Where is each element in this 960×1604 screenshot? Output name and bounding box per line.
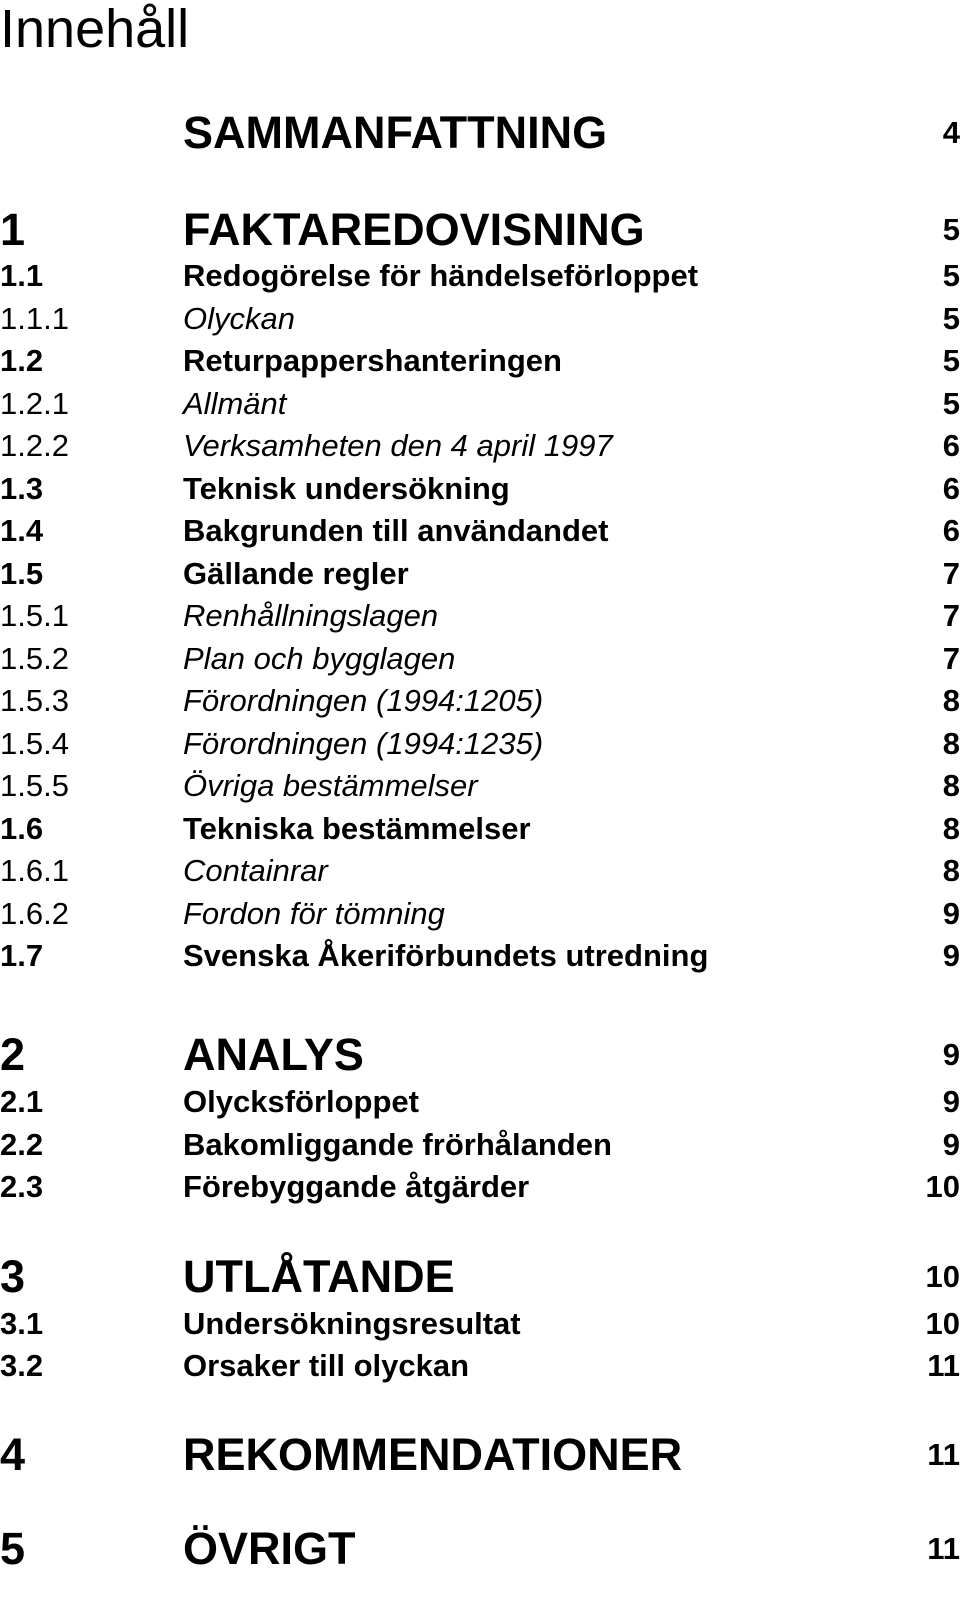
toc-number: 2.3: [0, 1169, 44, 1204]
toc-label: Olyckan: [183, 301, 295, 336]
toc-number: 2: [0, 1029, 26, 1080]
toc-number: 1.2.2: [0, 428, 69, 463]
toc-label: REKOMMENDATIONER: [183, 1429, 683, 1480]
toc-label: SAMMANFATTNING: [183, 107, 608, 158]
toc-page: 5: [942, 386, 960, 421]
toc-label: Svenska Åkeriförbundets utredning: [183, 938, 709, 973]
toc-page: 11: [927, 1437, 960, 1472]
toc-number: 1.6: [0, 811, 44, 846]
toc-label: Undersökningsresultat: [183, 1306, 521, 1341]
toc-number: 1.1.1: [0, 301, 69, 336]
toc-number: 1.5.1: [0, 598, 69, 633]
toc-number: 1.1: [0, 258, 44, 293]
toc-page: 7: [942, 598, 960, 633]
toc-label: Verksamheten den 4 april 1997: [183, 428, 613, 463]
toc-number: 1.6.2: [0, 896, 69, 931]
toc-number: 1: [0, 204, 26, 255]
toc-page: 4: [942, 115, 960, 150]
toc-label: ÖVRIGT: [183, 1523, 356, 1574]
toc-label: Förordningen (1994:1205): [183, 683, 544, 718]
toc-label: Bakgrunden till användandet: [183, 513, 609, 548]
toc-page: 9: [942, 896, 960, 931]
toc-label: ANALYS: [183, 1029, 364, 1080]
toc-label: Returpappershanteringen: [183, 343, 562, 378]
toc-page: 5: [942, 212, 960, 247]
toc-number: 1.3: [0, 471, 44, 506]
page-title: Innehåll: [0, 0, 190, 59]
toc-page: 6: [942, 428, 960, 463]
toc-label: Fordon för tömning: [183, 896, 445, 931]
toc-label: Redogörelse för händelseförloppet: [183, 258, 699, 293]
toc-number: 3.1: [0, 1306, 44, 1341]
toc-page: 9: [942, 1127, 960, 1162]
toc-page: 9: [942, 1084, 960, 1119]
toc-label: Gällande regler: [183, 556, 409, 591]
toc-label: Förebyggande åtgärder: [183, 1169, 530, 1204]
toc-page: 10: [925, 1259, 960, 1294]
toc-label: FAKTAREDOVISNING: [183, 204, 645, 255]
toc-number: 2.1: [0, 1084, 44, 1119]
toc-number: 1.5.3: [0, 683, 69, 718]
toc-label: Teknisk undersökning: [183, 471, 510, 506]
toc-page: 5: [942, 301, 960, 336]
toc-page: 6: [942, 471, 960, 506]
toc-number: 5: [0, 1523, 26, 1574]
toc-label: UTLÅTANDE: [183, 1251, 455, 1302]
toc-page: 7: [942, 641, 960, 676]
toc-page: 10: [925, 1169, 960, 1204]
toc-page: 10: [925, 1306, 960, 1341]
toc-label: Allmänt: [183, 386, 287, 421]
toc-page: 7: [942, 556, 960, 591]
toc-page: 6: [942, 513, 960, 548]
toc-label: Containrar: [183, 853, 328, 888]
toc-page: 8: [942, 683, 960, 718]
toc-number: 1.5.2: [0, 641, 69, 676]
toc-label: Olycksförloppet: [183, 1084, 419, 1119]
toc-page: 11: [927, 1531, 960, 1566]
toc-label: Plan och bygglagen: [183, 641, 456, 676]
toc-page: 8: [942, 726, 960, 761]
toc-number: 1.5: [0, 556, 44, 591]
toc-page: 8: [942, 768, 960, 803]
toc-page: 5: [942, 343, 960, 378]
toc-label: Bakomliggande frörhålanden: [183, 1127, 612, 1162]
toc-number: 4: [0, 1429, 26, 1480]
toc-number: 1.4: [0, 513, 44, 548]
toc-page: 9: [942, 1037, 960, 1072]
toc-label: Övriga bestämmelser: [183, 768, 478, 803]
toc-number: 1.2: [0, 343, 44, 378]
toc-label: Renhållningslagen: [183, 598, 439, 633]
toc-label: Tekniska bestämmelser: [183, 811, 531, 846]
toc-page: 9: [942, 938, 960, 973]
toc-number: 3.2: [0, 1348, 44, 1383]
toc-page: 8: [942, 811, 960, 846]
toc-number: 3: [0, 1251, 26, 1302]
toc-number: 2.2: [0, 1127, 44, 1162]
toc-number: 1.7: [0, 938, 44, 973]
toc-label: Orsaker till olyckan: [183, 1348, 470, 1383]
toc-number: 1.6.1: [0, 853, 69, 888]
toc-page: 8: [942, 853, 960, 888]
toc-number: 1.5.5: [0, 768, 69, 803]
toc-label: Förordningen (1994:1235): [183, 726, 544, 761]
toc-page: 5: [942, 258, 960, 293]
toc-number: 1.5.4: [0, 726, 69, 761]
toc-page: 11: [927, 1348, 960, 1383]
toc-number: 1.2.1: [0, 386, 69, 421]
